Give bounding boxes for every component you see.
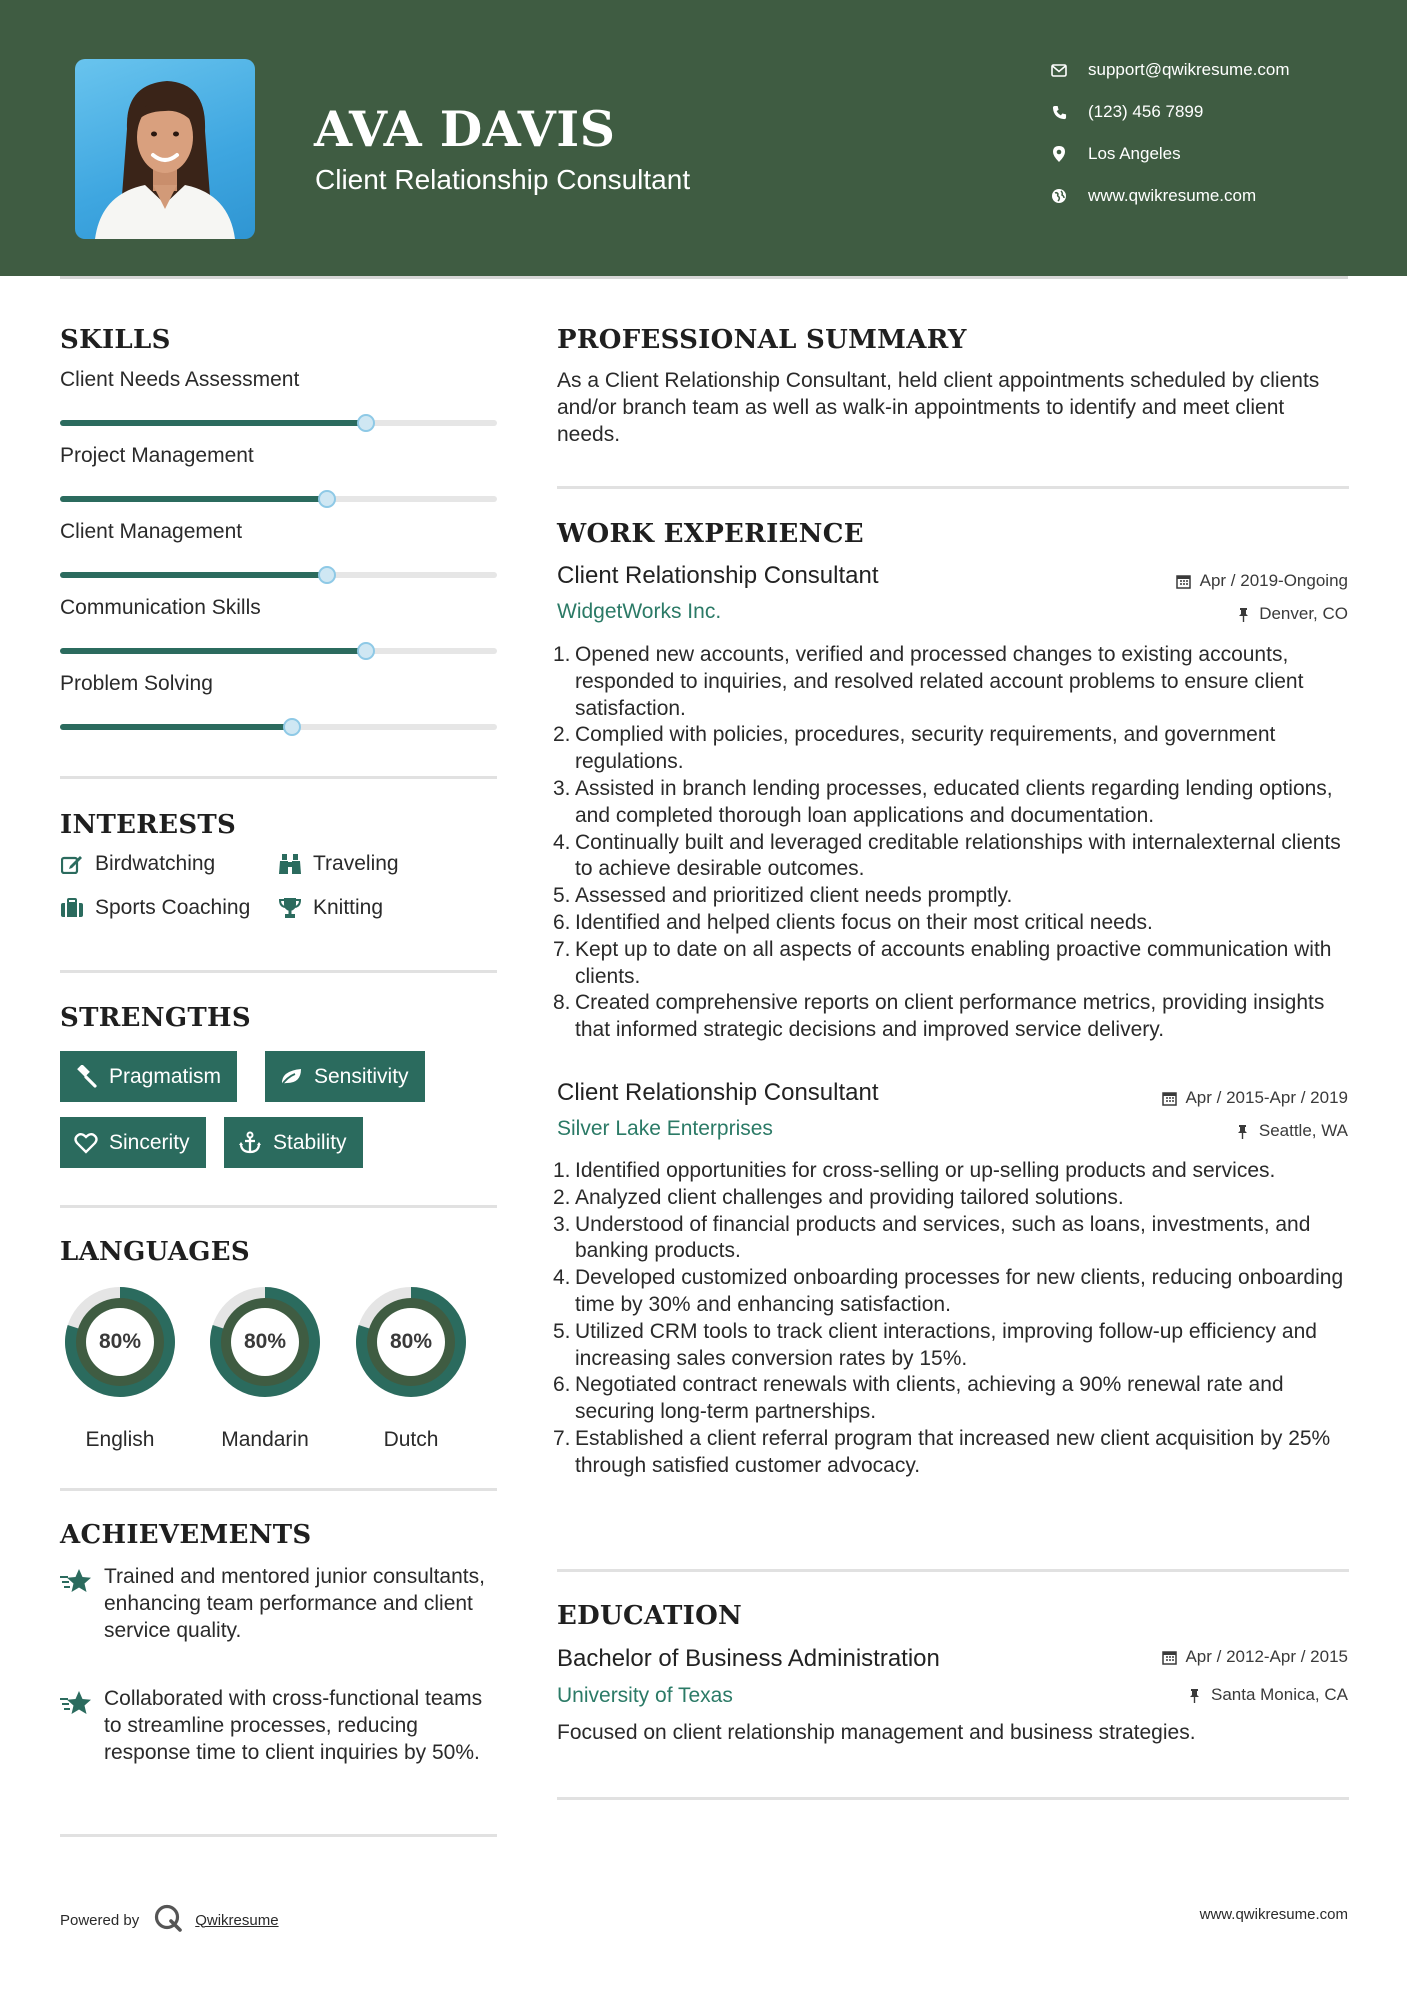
calendar-icon — [1161, 1090, 1177, 1106]
skill-bar-knob — [318, 490, 336, 508]
contact-website-text: www.qwikresume.com — [1088, 186, 1257, 205]
heart-icon — [74, 1131, 98, 1155]
edit-icon — [60, 852, 84, 876]
skill-bar-fill — [60, 496, 327, 502]
job-dates-text: Apr / 2015-Apr / 2019 — [1185, 1088, 1348, 1107]
education-dates-text: Apr / 2012-Apr / 2015 — [1185, 1647, 1348, 1666]
education-heading: EDUCATION — [557, 1601, 743, 1631]
language-name: English — [85, 1428, 155, 1451]
bullet-text: Established a client referral program that increased new client acquisition by 25% through satisfied customer advocacy. — [575, 1426, 1331, 1477]
interest-label: Traveling — [313, 852, 399, 875]
skill-item — [60, 368, 497, 398]
strength-label: Sincerity — [109, 1130, 190, 1154]
skill-bar-knob — [357, 414, 375, 432]
summary-heading: PROFESSIONAL SUMMARY — [557, 325, 967, 355]
contact-website[interactable] — [1050, 181, 1256, 211]
skill-name: Problem Solving — [60, 672, 213, 695]
strength-label: Stability — [273, 1130, 347, 1154]
pin-icon — [1187, 1687, 1203, 1703]
bullet-text: Continually built and leveraged creditable relationships with internalexternal clients to achieve desirable outcomes. — [575, 830, 1341, 881]
interest-item — [60, 896, 250, 920]
section-divider — [557, 1797, 1349, 1800]
pin-icon — [1235, 606, 1251, 622]
job-location — [1235, 1121, 1348, 1141]
bullet-text: Developed customized onboarding processes for new clients, reducing onboarding time by 30% and enhancing satisfaction. — [575, 1266, 1344, 1316]
skill-bar — [60, 572, 497, 578]
strength-tag — [60, 1117, 206, 1168]
job-title: Client Relationship Consultant — [557, 562, 879, 589]
list-item: 2. Analyzed client challenges and providing tailored solutions. — [553, 1185, 1124, 1209]
strength-label: Pragmatism — [109, 1064, 222, 1088]
job-dates — [1161, 1088, 1348, 1108]
strengths-heading: STRENGTHS — [60, 1003, 251, 1033]
interest-item — [278, 896, 383, 920]
education-location — [1187, 1685, 1348, 1705]
skill-bar-fill — [60, 724, 292, 730]
job-bullets — [553, 642, 1353, 1044]
interest-label: Birdwatching — [95, 852, 216, 875]
achievement-text: Trained and mentored junior consultants, enhancing team performance and client service quality. — [104, 1565, 485, 1642]
summary-text: As a Client Relationship Consultant, held client appointments scheduled by clients and/or branch team as well as walk-in appointments to identify and meet client needs. — [557, 369, 1320, 446]
skill-bar — [60, 648, 497, 654]
section-divider — [60, 1834, 497, 1837]
calendar-icon — [1176, 573, 1192, 589]
interests-heading: INTERESTS — [60, 810, 237, 840]
interest-label: Knitting — [313, 896, 384, 919]
skill-bar-fill — [60, 420, 366, 426]
gavel-icon — [74, 1065, 98, 1089]
contact-email[interactable] — [1050, 55, 1290, 85]
bullet-text: Created comprehensive reports on client performance metrics, providing insights that informed strategic decisions and improved service delivery. — [575, 991, 1325, 1042]
skill-bar — [60, 496, 497, 502]
degree-title: Bachelor of Business Administration — [557, 1645, 940, 1672]
list-item: 3. Understood of financial products and services, such as loans, investments, and banking products. — [553, 1212, 1311, 1263]
skill-name: Project Management — [60, 444, 254, 467]
bullet-text: Utilized CRM tools to track client interactions, improving follow-up efficiency and increasing sales conversion rates by 15%. — [575, 1319, 1317, 1370]
qwikresume-link[interactable]: Qwikresume — [195, 1911, 279, 1929]
list-item: 4. Developed customized onboarding processes for new clients, reducing onboarding time by 30% and enhancing satisfaction. — [553, 1266, 1344, 1316]
language-item — [350, 1281, 472, 1451]
strength-tag — [60, 1051, 237, 1102]
skill-bar — [60, 724, 497, 730]
qwikresume-logo-icon — [153, 1903, 183, 1937]
language-item — [59, 1281, 181, 1451]
phone-icon — [1050, 103, 1068, 121]
company-name: Silver Lake Enterprises — [557, 1117, 773, 1140]
list-item: 5. Utilized CRM tools to track client interactions, improving follow-up efficiency and increasing sales conversion rates by 15%. — [553, 1319, 1317, 1370]
skill-name: Communication Skills — [60, 596, 261, 619]
language-item — [204, 1281, 326, 1451]
resume-header — [0, 0, 1407, 276]
bullet-text: Kept up to date on all aspects of accounts enabling proactive communication with clients. — [575, 937, 1332, 988]
strength-tag — [265, 1051, 425, 1102]
language-name: Dutch — [383, 1428, 439, 1451]
skill-name: Client Needs Assessment — [60, 368, 300, 391]
list-item: 3. Assisted in branch lending processes, educated clients regarding lending options, and completed thorough loan applications and documentation. — [553, 776, 1333, 827]
language-percent: 80% — [98, 1330, 142, 1353]
skill-bar-fill — [60, 648, 366, 654]
globe-icon — [1050, 187, 1068, 205]
skill-bar-fill — [60, 572, 327, 578]
languages-heading: LANGUAGES — [60, 1237, 250, 1267]
company-name: WidgetWorks Inc. — [557, 600, 722, 623]
bullet-text: Assisted in branch lending processes, educated clients regarding lending options, and completed thorough loan applications and documentation. — [575, 776, 1333, 827]
language-percent: 80% — [243, 1330, 287, 1353]
education-dates — [1161, 1647, 1348, 1667]
achievement-text: Collaborated with cross-functional teams to streamline processes, reducing response time to client inquiries by 50%. — [104, 1687, 483, 1764]
section-divider — [557, 486, 1349, 489]
skill-item — [60, 672, 497, 702]
list-item: 8. Created comprehensive reports on client performance metrics, providing insights that informed strategic decisions and improved service delivery. — [553, 991, 1325, 1042]
strength-tag — [224, 1117, 363, 1168]
anchor-icon — [238, 1131, 262, 1155]
skill-bar-knob — [357, 642, 375, 660]
interest-item — [60, 852, 215, 876]
section-divider — [60, 776, 497, 779]
job-dates-text: Apr / 2019-Ongoing — [1199, 571, 1348, 590]
skill-item — [60, 596, 497, 626]
contact-phone-text: (123) 456 7899 — [1088, 102, 1204, 121]
list-item: 6. Identified and helped clients focus on their most critical needs. — [553, 910, 1153, 934]
strength-label: Sensitivity — [314, 1064, 409, 1088]
section-divider — [60, 1205, 497, 1208]
bullet-text: Opened new accounts, verified and processed changes to existing accounts, responded to inquiries, and resolved related account problems to ensure client satisfaction. — [575, 643, 1304, 720]
school-name: University of Texas — [557, 1684, 733, 1707]
skill-bar — [60, 420, 497, 426]
list-item: 1. Identified opportunities for cross-selling or up-selling products and services. — [553, 1159, 1276, 1182]
contact-phone[interactable] — [1050, 97, 1203, 127]
list-item: 2. Complied with policies, procedures, security requirements, and government regulations. — [553, 723, 1276, 774]
list-item: 1. Opened new accounts, verified and processed changes to existing accounts, responded to inquiries, and resolved related account problems to ensure client satisfaction. — [553, 643, 1304, 720]
section-divider — [60, 970, 497, 973]
skills-heading: SKILLS — [60, 325, 171, 355]
contact-location — [1050, 139, 1181, 169]
language-name: Mandarin — [221, 1428, 309, 1451]
interest-item — [278, 852, 399, 876]
map-marker-icon — [1050, 145, 1068, 163]
list-item: 4. Continually built and leveraged creditable relationships with internalexternal clients to achieve desirable outcomes. — [553, 830, 1341, 881]
candidate-title: Client Relationship Consultant — [315, 164, 691, 195]
bullet-text: Understood of financial products and services, such as loans, investments, and banking products. — [575, 1212, 1311, 1263]
list-item: 7. Kept up to date on all aspects of accounts enabling proactive communication with clients. — [553, 937, 1332, 988]
briefcase-icon — [60, 896, 84, 920]
education-location-text: Santa Monica, CA — [1210, 1685, 1348, 1704]
interest-label: Sports Coaching — [95, 896, 251, 919]
candidate-name: AVA DAVIS — [314, 100, 616, 158]
trophy-icon — [278, 896, 302, 920]
header-divider — [60, 276, 1348, 279]
list-item: 7. Established a client referral program that increased new client acquisition by 25% through satisfied customer advocacy. — [553, 1426, 1331, 1477]
skill-item — [60, 444, 497, 474]
skill-bar-knob — [318, 566, 336, 584]
language-percent: 80% — [389, 1330, 433, 1353]
education-description: Focused on client relationship management and business strategies. — [557, 1721, 1196, 1744]
envelope-icon — [1050, 61, 1068, 79]
bullet-text: Analyzed client challenges and providing tailored solutions. — [575, 1185, 1124, 1209]
calendar-icon — [1161, 1649, 1177, 1665]
portrait-illustration — [75, 59, 255, 239]
bullet-text: Identified and helped clients focus on their most critical needs. — [575, 910, 1153, 934]
section-divider — [557, 1569, 1349, 1572]
skill-bar-knob — [283, 718, 301, 736]
contact-email-text: support@qwikresume.com — [1088, 60, 1290, 79]
skill-item — [60, 520, 497, 550]
profile-photo — [75, 59, 255, 239]
leaf-icon — [279, 1065, 303, 1089]
job-location — [1235, 604, 1348, 624]
bullet-text: Identified opportunities for cross-selling or up-selling products and services. — [575, 1159, 1276, 1182]
list-item: 6. Negotiated contract renewals with clients, achieving a 90% renewal rate and securing long-term partnerships. — [553, 1373, 1284, 1424]
bullet-text: Assessed and prioritized client needs promptly. — [575, 884, 1013, 908]
job-location-text: Denver, CO — [1259, 604, 1348, 623]
section-divider — [60, 1488, 497, 1491]
contact-location-text: Los Angeles — [1088, 144, 1181, 163]
job-dates — [1176, 571, 1348, 591]
powered-by-label: Powered by — [60, 1911, 140, 1929]
binoculars-icon — [278, 852, 302, 876]
pin-icon — [1235, 1123, 1251, 1139]
experience-heading: WORK EXPERIENCE — [557, 519, 864, 549]
job-bullets — [553, 1158, 1353, 1480]
footer-url[interactable]: www.qwikresume.com — [1199, 1906, 1348, 1923]
job-title: Client Relationship Consultant — [557, 1079, 879, 1106]
job-location-text: Seattle, WA — [1258, 1121, 1348, 1140]
star-icon — [60, 1689, 92, 1719]
skill-name: Client Management — [60, 520, 243, 543]
star-icon — [60, 1567, 92, 1597]
bullet-text: Complied with policies, procedures, security requirements, and government regulations. — [575, 723, 1276, 774]
bullet-text: Negotiated contract renewals with clients, achieving a 90% renewal rate and securing long-term partnerships. — [575, 1373, 1284, 1424]
achievements-heading: ACHIEVEMENTS — [60, 1520, 312, 1550]
powered-by — [60, 1903, 279, 1937]
list-item: 5. Assessed and prioritized client needs promptly. — [553, 884, 1013, 908]
